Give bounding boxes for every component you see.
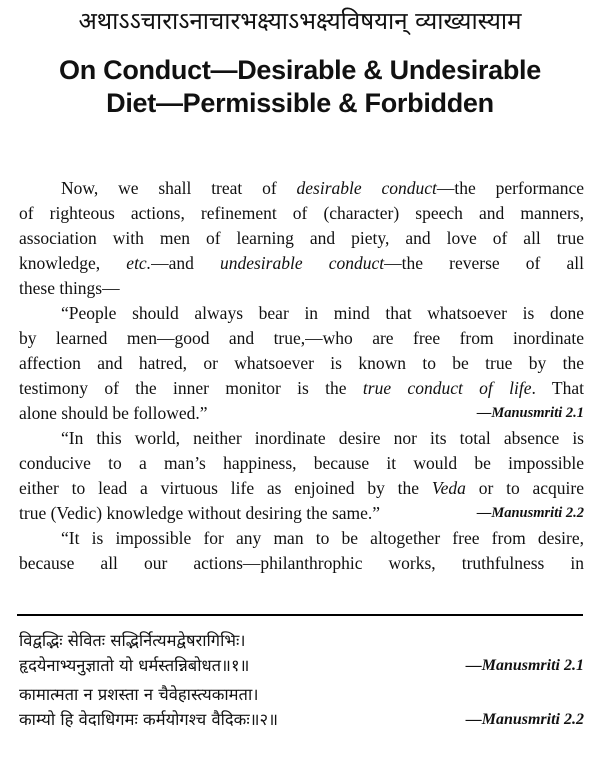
text-run: —the performance — [436, 178, 584, 198]
body-text — [19, 176, 584, 576]
paragraph-2 — [19, 301, 584, 426]
verse-text: विद्वद्भिः सेवितः सद्भिर्नित्यमद्वेषरागिभिः। — [19, 631, 246, 650]
text-run: true (Vedic) knowledge without desiring the same.” — [19, 503, 381, 523]
text-run: or to acquire — [465, 478, 584, 498]
text-line: these things— — [19, 278, 120, 298]
text-line: affection and hatred, or whatsoever is known to be true by the — [19, 353, 584, 373]
title-line-1: On Conduct—Desirable & Undesirable — [59, 55, 541, 85]
emphasis: undesirable conduct — [219, 253, 385, 273]
text-line: by learned men—good and true,—who are free from inordinate — [19, 328, 584, 348]
text-line: association with men of learning and piety, and love of all true — [19, 228, 584, 248]
emphasis: etc. — [126, 253, 152, 273]
text-run: either to lead a virtuous life as enjoined by the — [19, 478, 432, 498]
sanskrit-verses — [19, 628, 584, 736]
paragraph-1 — [19, 176, 584, 301]
emphasis: true conduct of life — [362, 378, 532, 398]
text-line — [19, 376, 584, 401]
text-run: knowledge, — [19, 253, 127, 273]
text-line: “In this world, neither inordinate desire nor its total absence is — [61, 428, 584, 448]
paragraph-3 — [19, 426, 584, 526]
text-line: “It is impossible for any man to be altogether free from desire, — [61, 528, 584, 548]
citation: —Manusmriti 2.2 — [465, 711, 584, 728]
text-line — [19, 476, 584, 501]
text-line: “People should always bear in mind that whatsoever is done — [61, 303, 584, 323]
text-line — [19, 501, 584, 526]
footnote-divider — [17, 614, 583, 616]
paragraph-4 — [19, 526, 584, 576]
text-run: —and — [151, 253, 220, 273]
verse-text: काम्यो हि वेदाधिगमः कर्मयोगश्च वैदिकः॥२॥ — [19, 710, 279, 729]
verse-text: हृदयेनाभ्यनुज्ञातो यो धर्मस्तन्निबोधत॥१॥ — [19, 656, 250, 675]
text-line: because all our actions—philanthrophic works, truthfulness in — [19, 553, 584, 573]
verse-text: कामात्मता न प्रशस्ता न चैवेहास्त्यकामता। — [19, 685, 259, 704]
page-title — [0, 54, 600, 120]
emphasis: desirable conduct — [296, 178, 437, 198]
verse-line — [19, 682, 584, 707]
verse-line — [19, 653, 584, 678]
citation: —Manusmriti 2.1 — [465, 657, 584, 674]
title-line-2: Diet—Permissible & Forbidden — [106, 88, 494, 118]
text-run: . That — [531, 378, 584, 398]
text-run: —the reverse of all — [384, 253, 584, 273]
emphasis: Veda — [431, 478, 466, 498]
verse-line — [19, 707, 584, 732]
text-run: testimony of the inner monitor is the — [19, 378, 363, 398]
sanskrit-heading: अथाऽऽचाराऽनाचारभक्ष्याऽभक्ष्यविषयान् व्याख्यास्याम — [78, 7, 522, 35]
text-line: conducive to a man’s happiness, because it would be impossible — [19, 453, 584, 473]
citation: —Manusmriti 2.1 — [476, 405, 584, 421]
text-line — [19, 176, 584, 201]
verse-2 — [19, 682, 584, 732]
verse-1 — [19, 628, 584, 678]
text-line: of righteous actions, refinement of (character) speech and manners, — [19, 203, 584, 223]
text-line — [19, 401, 584, 426]
text-run: Now, we shall treat of — [61, 178, 297, 198]
citation: —Manusmriti 2.2 — [476, 505, 584, 521]
text-run: alone should be followed.” — [19, 403, 208, 423]
verse-line — [19, 628, 584, 653]
text-line — [19, 251, 584, 276]
